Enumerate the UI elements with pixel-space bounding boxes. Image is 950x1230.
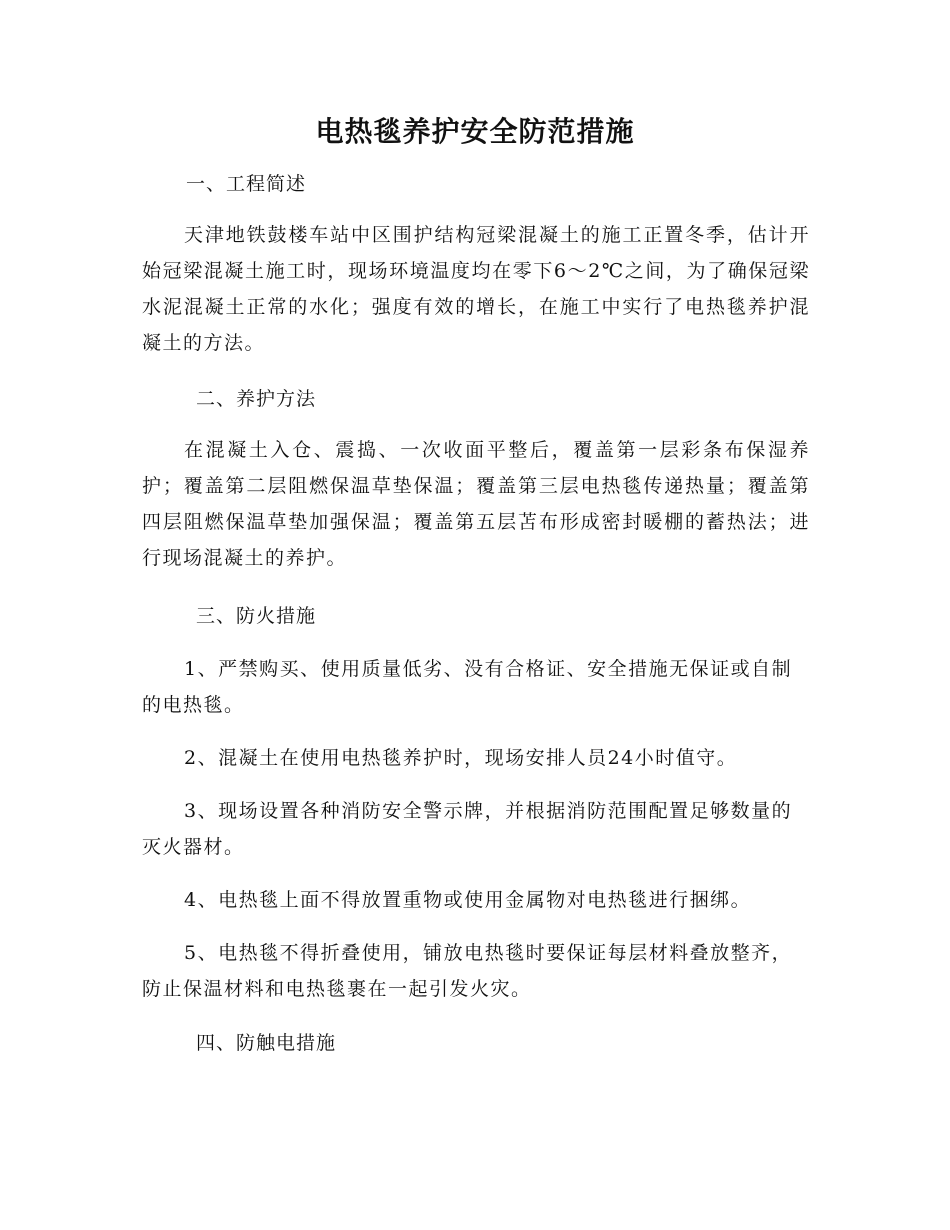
section-heading-fire-prevention: 三、防火措施 xyxy=(196,605,317,627)
section-heading-overview: 一、工程简述 xyxy=(186,173,307,195)
fire-prevention-item: 2、混凝土在使用电热毯养护时，现场安排人员24小时值守。 xyxy=(184,747,738,769)
section-heading-curing-method: 二、养护方法 xyxy=(196,388,317,410)
fire-prevention-item: 5、电热毯不得折叠使用，铺放电热毯时要保证每层材料叠放整齐，防止保温材料和电热毯裹在一起引发火灾。 xyxy=(142,942,793,1000)
fire-prevention-item: 1、严禁购买、使用质量低劣、没有合格证、安全措施无保证或自制的电热毯。 xyxy=(142,658,793,716)
fire-prevention-item: 3、现场设置各种消防安全警示牌，并根据消防范围配置足够数量的灭火器材。 xyxy=(142,800,793,858)
section-paragraph-curing-method: 在混凝土入仓、震捣、一次收面平整后，覆盖第一层彩条布保湿养护；覆盖第二层阻燃保温草垫保温；覆盖第三层电热毯传递热量；覆盖第四层阻燃保温草垫加强保温；覆盖第五层苫布形成密封暖棚的蓄热法；进行现场混凝土的养护。 xyxy=(142,439,810,569)
section-heading-electric-shock-prevention: 四、防触电措施 xyxy=(196,1032,337,1054)
fire-prevention-item: 4、电热毯上面不得放置重物或使用金属物对电热毯进行捆绑。 xyxy=(184,889,752,911)
section-paragraph-overview: 天津地铁鼓楼车站中区围护结构冠梁混凝土的施工正置冬季，估计开始冠梁混凝土施工时，现场环境温度均在零下6～2℃之间，为了确保冠梁水泥混凝土正常的水化；强度有效的增长，在施工中实行了电热毯养护混凝土的方法。 xyxy=(142,224,810,354)
document-title: 电热毯养护安全防范措施 xyxy=(315,115,635,148)
